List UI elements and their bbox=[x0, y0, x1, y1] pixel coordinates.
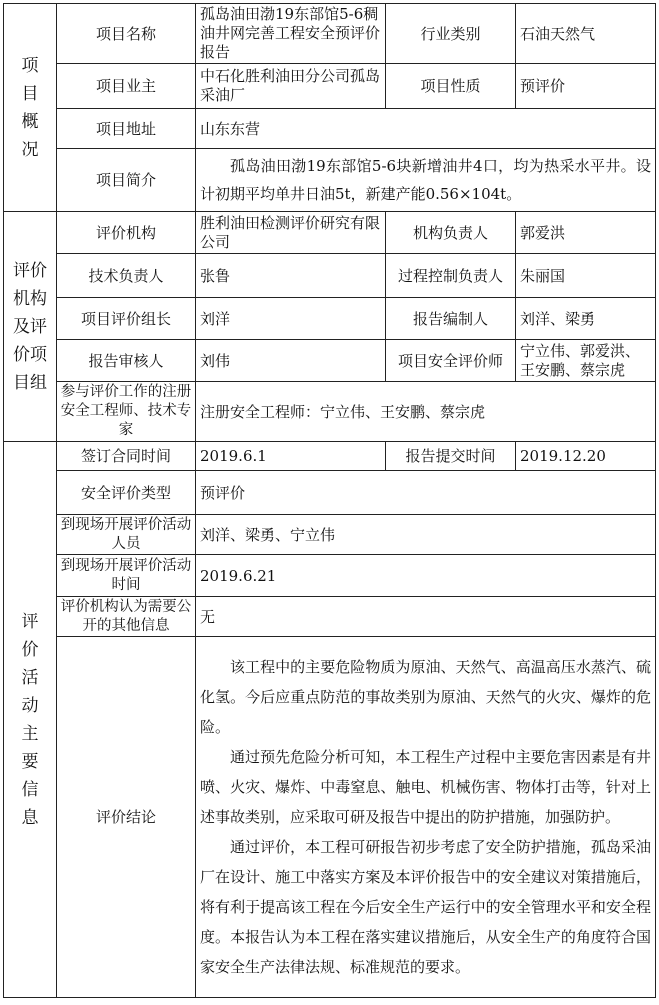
section-activity bbox=[4, 442, 57, 998]
eval-type-label: 安全评价类型 bbox=[57, 471, 196, 515]
section-org-char: 机构 bbox=[13, 288, 47, 309]
row-address bbox=[4, 109, 656, 149]
project-name-label: 项目名称 bbox=[57, 4, 196, 64]
team-leader-label: 项目评价组长 bbox=[57, 298, 196, 340]
tech-head-value: 张鲁 bbox=[196, 254, 386, 298]
agency-head-label: 机构负责人 bbox=[386, 212, 516, 254]
industry-value: 石油天然气 bbox=[516, 4, 656, 64]
row-eval-type bbox=[4, 471, 656, 515]
eval-type-value: 预评价 bbox=[196, 471, 656, 515]
conclusion-paragraph: 通过评价，本工程可研报告初步考虑了安全防护措施，孤岛采油厂在设计、施工中落实方案及本评价报告中的安全建议对策措施后，将有利于提高该工程在今后安全生产运行中的安全管理水平和安全程度。本报告认为本工程在落实建议措施后，从安全生产的角度符合国家安全生产法律法规、标准规范的要求。 bbox=[200, 838, 651, 976]
reviewer-value: 刘伟 bbox=[196, 340, 386, 382]
process-head-value: 朱丽国 bbox=[516, 254, 656, 298]
engineers-label: 参与评价工作的注册安全工程师、技术专家 bbox=[57, 382, 196, 442]
row-project-name bbox=[4, 4, 656, 64]
industry-label: 行业类别 bbox=[386, 4, 516, 64]
safety-assessor-value: 宁立伟、郭爱洪、王安鹏、蔡宗虎 bbox=[516, 340, 656, 382]
site-time-label: 到现场开展评价活动时间 bbox=[57, 555, 196, 597]
submit-time-label: 报告提交时间 bbox=[386, 442, 516, 471]
row-team-leader bbox=[4, 298, 656, 340]
section-activity-char: 信 bbox=[21, 779, 39, 800]
row-conclusion bbox=[4, 637, 656, 998]
project-name-value: 孤岛油田渤19东部馆5-6稠油井网完善工程安全预评价报告 bbox=[196, 4, 386, 64]
section-activity-char: 要 bbox=[21, 751, 39, 772]
section-overview bbox=[4, 4, 57, 212]
intro-cell bbox=[196, 149, 656, 212]
conclusion-cell bbox=[196, 637, 656, 998]
contract-time-label: 签订合同时间 bbox=[57, 442, 196, 471]
nature-label: 项目性质 bbox=[386, 64, 516, 109]
section-activity-char: 主 bbox=[21, 723, 39, 744]
intro-value: 孤岛油田渤19东部馆5-6块新增油井4口，均为热采水平井。设计初期平均单井日油5t，新建产能0.56×104t。 bbox=[200, 157, 651, 203]
conclusion-paragraph: 该工程中的主要危险物质为原油、天然气、高温高压水蒸汽、硫化氢。今后应重点防范的事故类别为原油、天然气的火灾、爆炸的危险。 bbox=[200, 658, 651, 736]
compiler-label: 报告编制人 bbox=[386, 298, 516, 340]
safety-assessor-label: 项目安全评价师 bbox=[386, 340, 516, 382]
row-engineers bbox=[4, 382, 656, 442]
address-label: 项目地址 bbox=[57, 109, 196, 149]
other-info-label: 评价机构认为需要公开的其他信息 bbox=[57, 597, 196, 637]
conclusion-paragraph: 通过预先危险分析可知，本工程生产过程中主要危害因素是有井喷、火灾、爆炸、中毒窒息、触电、机械伤害、物体打击等，针对上述事故类别，应采取可研及报告中提出的防护措施，加强防护。 bbox=[200, 748, 651, 826]
row-contract-time bbox=[4, 442, 656, 471]
owner-value: 中石化胜利油田分公司孤岛采油厂 bbox=[196, 64, 386, 109]
section-org-char: 价项 bbox=[13, 344, 47, 365]
section-activity-char: 动 bbox=[21, 695, 39, 716]
section-org-char: 目组 bbox=[13, 372, 47, 393]
contract-time-value: 2019.6.1 bbox=[196, 442, 386, 471]
site-staff-value: 刘洋、梁勇、宁立伟 bbox=[196, 515, 656, 555]
row-agency bbox=[4, 212, 656, 254]
section-org-char: 及评 bbox=[13, 316, 47, 337]
section-activity-char: 评 bbox=[21, 611, 39, 632]
agency-head-value: 郭爱洪 bbox=[516, 212, 656, 254]
address-value: 山东东营 bbox=[196, 109, 656, 149]
row-other-info bbox=[4, 597, 656, 637]
row-intro bbox=[4, 149, 656, 212]
conclusion-label: 评价结论 bbox=[57, 637, 196, 998]
engineers-value: 注册安全工程师：宁立伟、王安鹏、蔡宗虎 bbox=[196, 382, 656, 442]
compiler-value: 刘洋、梁勇 bbox=[516, 298, 656, 340]
section-overview-char: 目 bbox=[21, 83, 39, 104]
row-reviewer bbox=[4, 340, 656, 382]
nature-value: 预评价 bbox=[516, 64, 656, 109]
agency-label: 评价机构 bbox=[57, 212, 196, 254]
process-head-label: 过程控制负责人 bbox=[386, 254, 516, 298]
section-org bbox=[4, 212, 57, 442]
agency-value: 胜利油田检测评价研究有限公司 bbox=[196, 212, 386, 254]
row-site-time bbox=[4, 555, 656, 597]
site-staff-label: 到现场开展评价活动人员 bbox=[57, 515, 196, 555]
section-overview-char: 项 bbox=[21, 55, 39, 76]
row-tech-head bbox=[4, 254, 656, 298]
reviewer-label: 报告审核人 bbox=[57, 340, 196, 382]
site-time-value: 2019.6.21 bbox=[196, 555, 656, 597]
section-activity-char: 活 bbox=[21, 667, 39, 688]
submit-time-value: 2019.12.20 bbox=[516, 442, 656, 471]
tech-head-label: 技术负责人 bbox=[57, 254, 196, 298]
section-activity-char: 息 bbox=[21, 807, 39, 828]
section-overview-char: 概 bbox=[21, 111, 39, 132]
project-info-table bbox=[3, 3, 656, 998]
section-overview-char: 况 bbox=[21, 139, 39, 160]
team-leader-value: 刘洋 bbox=[196, 298, 386, 340]
section-org-char: 评价 bbox=[13, 260, 47, 281]
other-info-value: 无 bbox=[196, 597, 656, 637]
section-activity-char: 价 bbox=[21, 639, 39, 660]
intro-label: 项目简介 bbox=[57, 149, 196, 212]
row-site-staff bbox=[4, 515, 656, 555]
row-owner bbox=[4, 64, 656, 109]
owner-label: 项目业主 bbox=[57, 64, 196, 109]
